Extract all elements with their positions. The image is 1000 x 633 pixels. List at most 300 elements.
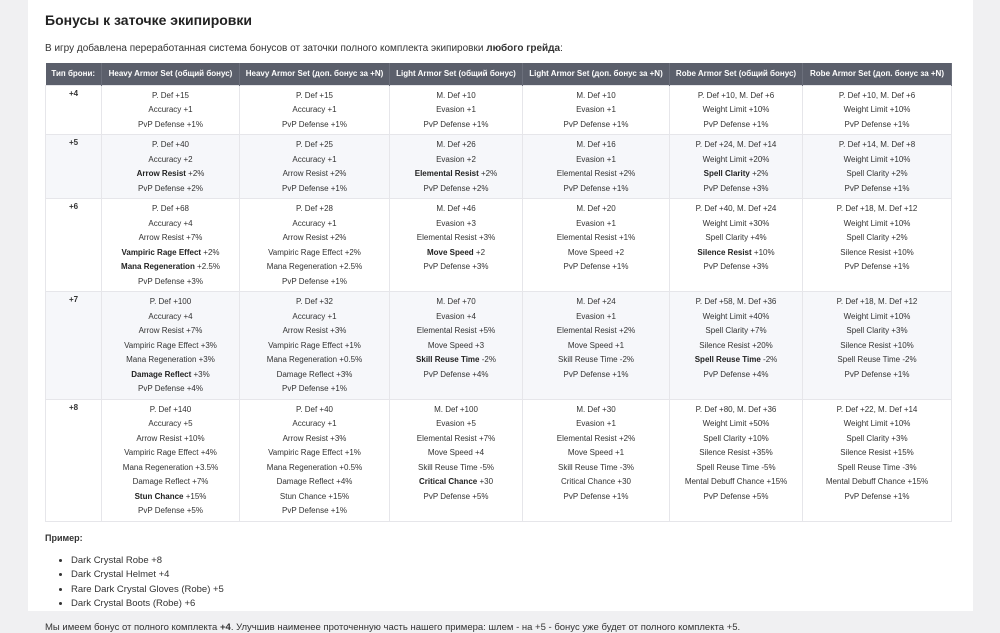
bonus-highlight: Silence Resist (697, 247, 752, 257)
bonus-text: Weight Limit +10% (843, 105, 911, 114)
bonus-text: P. Def +40, M. Def +24 (695, 204, 777, 213)
bonus-text: Evasion +2 (436, 154, 476, 164)
bonus-line (104, 118, 237, 133)
bonus-line (525, 118, 667, 133)
bonus-text: Weight Limit +10% (702, 105, 770, 114)
bonus-line (104, 260, 237, 275)
bonus-line (242, 368, 387, 383)
bonus-line (525, 490, 667, 505)
bonus-text: P. Def +68 (152, 204, 189, 213)
bonus-line (672, 246, 800, 261)
bonus-text: Silence Resist +10% (840, 340, 914, 350)
bonus-line (672, 103, 800, 118)
bonus-line (672, 260, 800, 275)
bonus-text: PvP Defense +5% (703, 491, 769, 501)
bonus-line (104, 324, 237, 339)
bonus-line (805, 138, 949, 153)
bonus-line (392, 353, 520, 368)
bonus-line (805, 246, 949, 261)
bonus-text: Silence Resist +15% (840, 448, 914, 457)
bonus-text: Move Speed +1 (567, 448, 625, 457)
bonus-line (672, 138, 800, 153)
bonus-line (242, 504, 387, 519)
bonus-highlight: Move Speed (426, 247, 474, 257)
bonus-line (104, 353, 237, 368)
example-title: Пример: (45, 532, 83, 543)
bonus-line (805, 153, 949, 168)
bonus-text: Weight Limit +10% (843, 218, 911, 228)
bonus-line (525, 153, 667, 168)
bonus-line (525, 324, 667, 339)
bonus-text: Silence Resist +35% (699, 448, 773, 457)
bonus-text: PvP Defense +3% (703, 262, 769, 271)
bonus-line (242, 461, 387, 476)
bonus-cell (102, 85, 240, 135)
bonus-text: PvP Defense +1% (563, 119, 629, 129)
bonus-text: Accuracy +5 (148, 419, 193, 428)
outro-bold: +4 (219, 621, 231, 633)
example-list (45, 554, 956, 612)
bonus-line (525, 260, 667, 275)
bonus-line (392, 103, 520, 118)
bonus-line (392, 246, 520, 261)
bonus-line (525, 339, 667, 354)
bonus-text: PvP Defense +1% (563, 369, 629, 379)
bonus-text: Evasion +3 (436, 218, 476, 228)
bonus-cell (523, 199, 670, 292)
bonus-cell (240, 85, 390, 135)
outro-after: . Улучшив наименее проточенную часть нашего примера: шлем - на +5 - бонус уже будет от полного комплекта +5. (230, 621, 741, 633)
bonus-text: +15% (183, 491, 207, 501)
bonus-text: Arrow Resist +3% (282, 433, 347, 443)
bonus-line (104, 182, 237, 197)
bonus-text: Mana Regeneration +0.5% (266, 462, 363, 472)
bonus-text: PvP Defense +1% (563, 183, 629, 193)
bonus-line (525, 231, 667, 246)
bonus-line (805, 403, 949, 418)
bonus-text: Arrow Resist +3% (282, 326, 347, 335)
bonus-cell (240, 135, 390, 199)
bonus-text: Weight Limit +10% (843, 311, 911, 321)
bonus-text: +2.5% (194, 262, 220, 271)
bonus-text: PvP Defense +1% (281, 506, 347, 515)
bonus-cell (670, 292, 803, 400)
bonus-text: P. Def +58, M. Def +36 (695, 297, 777, 306)
bonus-line (392, 202, 520, 217)
bonus-text: Move Speed +2 (567, 247, 625, 257)
bonus-text: Evasion +5 (436, 419, 476, 428)
list-item: • Dark Crystal Helmet +4 (71, 568, 956, 583)
table-row (46, 292, 952, 400)
outro-before: Мы имеем бонус от полного комплекта (45, 621, 220, 633)
bonus-line (672, 153, 800, 168)
bonus-line (805, 231, 949, 246)
bonus-text: Spell Reuse Time -2% (837, 355, 917, 364)
bonus-line (525, 368, 667, 383)
bonus-line (805, 446, 949, 461)
bonus-line (672, 461, 800, 476)
bonus-line (242, 138, 387, 153)
bonus-text: Elemental Resist +2% (556, 433, 636, 443)
bonus-line (392, 231, 520, 246)
bonus-text: PvP Defense +1% (844, 369, 910, 379)
bonus-text: Elemental Resist +1% (556, 233, 636, 242)
bonus-line (805, 490, 949, 505)
bonus-text: P. Def +10, M. Def +6 (697, 90, 775, 100)
bonus-line (104, 432, 237, 447)
bonus-text: +2 (473, 247, 486, 257)
bonus-text: PvP Defense +5% (137, 506, 203, 515)
enchant-level: +5 (46, 135, 102, 199)
bonus-line (104, 339, 237, 354)
bonus-line (242, 446, 387, 461)
bonus-text: Spell Clarity +4% (705, 233, 767, 242)
bonus-text: Accuracy +1 (292, 105, 337, 114)
scrollbar[interactable] (988, 0, 1000, 611)
bonus-line (104, 310, 237, 325)
list-item: • Dark Crystal Boots (Robe) +6 (71, 597, 956, 612)
bonus-line (672, 403, 800, 418)
bonus-text: Arrow Resist +7% (138, 326, 203, 335)
bonus-text: Spell Clarity +3% (846, 433, 908, 443)
bonus-line (392, 217, 520, 232)
bonus-text: PvP Defense +5% (423, 491, 489, 501)
bonus-line (672, 182, 800, 197)
bonus-text: P. Def +32 (296, 297, 333, 306)
bonus-text: Damage Reflect +4% (276, 477, 353, 486)
table-header-row (46, 63, 952, 85)
bonus-line (525, 475, 667, 490)
bonus-text: Critical Chance +30 (560, 477, 632, 486)
table-row (46, 399, 952, 521)
bonus-line (805, 461, 949, 476)
bonus-line (805, 295, 949, 310)
bonus-line (805, 182, 949, 197)
bonus-text: Spell Reuse Time -5% (696, 462, 776, 472)
bonus-text: Elemental Resist +2% (556, 169, 636, 178)
bonus-table (45, 63, 952, 522)
enchant-level: +4 (46, 85, 102, 135)
bonus-text: Mana Regeneration +0.5% (266, 355, 363, 364)
bonus-text: Vampiric Rage Effect +1% (268, 340, 361, 350)
bonus-cell (390, 85, 523, 135)
bonus-line (672, 339, 800, 354)
bonus-text: PvP Defense +4% (423, 369, 489, 379)
bonus-text: Weight Limit +10% (843, 419, 911, 428)
bonus-line (525, 202, 667, 217)
bonus-cell (390, 399, 523, 521)
bonus-line (672, 353, 800, 368)
bonus-text: M. Def +24 (576, 297, 616, 306)
bonus-line (805, 103, 949, 118)
outro-text (45, 622, 956, 633)
bonus-text: PvP Defense +1% (563, 262, 629, 271)
bonus-text: Elemental Resist +2% (556, 326, 636, 335)
bonus-cell (803, 199, 952, 292)
bonus-line (242, 275, 387, 290)
bonus-line (525, 295, 667, 310)
bonus-text: Vampiric Rage Effect +2% (268, 247, 361, 257)
bonus-line (805, 202, 949, 217)
bonus-text: +2% (749, 169, 769, 178)
bonus-line (525, 310, 667, 325)
bonus-line (392, 295, 520, 310)
bonus-line (805, 324, 949, 339)
bonus-text: Accuracy +1 (148, 105, 193, 114)
bonus-line (242, 417, 387, 432)
bonus-line (805, 217, 949, 232)
bonus-line (525, 89, 667, 104)
bonus-text: PvP Defense +1% (281, 384, 347, 393)
bonus-text: +3% (191, 369, 210, 379)
bonus-line (242, 182, 387, 197)
bonus-line (242, 231, 387, 246)
bonus-text: +2% (478, 169, 498, 178)
list-item: • Rare Dark Crystal Gloves (Robe) +5 (71, 583, 956, 598)
bonus-line (805, 260, 949, 275)
bonus-line (104, 461, 237, 476)
bonus-line (525, 167, 667, 182)
bonus-line (104, 417, 237, 432)
bonus-line (242, 89, 387, 104)
bonus-line (525, 246, 667, 261)
bonus-text: Arrow Resist +10% (136, 433, 205, 443)
bonus-text: Move Speed +4 (427, 448, 485, 457)
bonus-line (672, 231, 800, 246)
bonus-cell (523, 399, 670, 521)
bonus-text: Arrow Resist +2% (282, 233, 347, 242)
header-robe-common: Robe Armor Set (общий бонус) (670, 63, 803, 85)
bonus-text: Arrow Resist +7% (138, 233, 203, 242)
bonus-text: Spell Clarity +3% (846, 326, 908, 335)
bonus-text: Vampiric Rage Effect +4% (124, 448, 217, 457)
bonus-text: Stun Chance +15% (279, 491, 350, 501)
bonus-text: Spell Clarity +2% (846, 233, 908, 242)
bonus-text: Evasion +1 (576, 154, 616, 164)
bonus-text: PvP Defense +1% (563, 491, 629, 501)
bonus-line (242, 339, 387, 354)
header-armor-type: Тип брони: (46, 63, 102, 85)
bonus-text: Elemental Resist +5% (416, 326, 496, 335)
bonus-text: PvP Defense +1% (844, 491, 910, 501)
bonus-text: PvP Defense +4% (703, 369, 769, 379)
bonus-line (392, 446, 520, 461)
bonus-line (242, 167, 387, 182)
bonus-line (392, 417, 520, 432)
bonus-line (242, 260, 387, 275)
bonus-text: M. Def +26 (436, 140, 476, 149)
bonus-text: PvP Defense +2% (137, 183, 203, 193)
bonus-text: M. Def +100 (434, 404, 478, 414)
bonus-cell (523, 85, 670, 135)
bonus-line (672, 118, 800, 133)
bonus-cell (803, 399, 952, 521)
bonus-line (242, 490, 387, 505)
bonus-line (392, 339, 520, 354)
bonus-text: Evasion +4 (436, 311, 476, 321)
bonus-text: Weight Limit +30% (702, 218, 770, 228)
bonus-cell (390, 199, 523, 292)
bonus-text: Elemental Resist +3% (416, 233, 496, 242)
bonus-text: P. Def +80, M. Def +36 (695, 404, 777, 414)
intro-after: : (560, 43, 563, 54)
bonus-text: PvP Defense +4% (137, 384, 203, 393)
bonus-line (104, 403, 237, 418)
bonus-text: M. Def +70 (436, 297, 476, 306)
bonus-text: Accuracy +1 (292, 419, 337, 428)
bonus-text: Accuracy +4 (148, 311, 193, 321)
bonus-line (805, 417, 949, 432)
bonus-text: PvP Defense +1% (281, 276, 347, 286)
table-row (46, 199, 952, 292)
bonus-text: Vampiric Rage Effect +1% (268, 448, 361, 457)
article (28, 0, 973, 633)
bonus-text: Spell Clarity +7% (705, 326, 767, 335)
bonus-line (104, 103, 237, 118)
bonus-line (805, 432, 949, 447)
bonus-line (525, 103, 667, 118)
bonus-cell (390, 135, 523, 199)
bonus-cell (523, 292, 670, 400)
bonus-text: Mana Regeneration +3.5% (122, 462, 219, 472)
bonus-line (805, 167, 949, 182)
bonus-line (805, 118, 949, 133)
bonus-line (104, 231, 237, 246)
bonus-cell (240, 399, 390, 521)
bonus-text: +2% (201, 247, 220, 257)
bonus-text: PvP Defense +3% (137, 276, 203, 286)
bonus-text: P. Def +100 (149, 297, 192, 306)
bonus-line (104, 217, 237, 232)
bonus-text: P. Def +22, M. Def +14 (836, 404, 918, 414)
intro-text (45, 43, 956, 54)
header-light-common: Light Armor Set (общий бонус) (390, 63, 523, 85)
bonus-line (104, 446, 237, 461)
bonus-text: Mana Regeneration +3% (126, 355, 215, 364)
bonus-text: PvP Defense +1% (844, 183, 910, 193)
bonus-text: PvP Defense +1% (137, 119, 203, 129)
bonus-text: Weight Limit +50% (702, 419, 770, 428)
bonus-line (104, 167, 237, 182)
bonus-text: +2% (185, 169, 205, 178)
bonus-text: Spell Reuse Time -3% (837, 462, 917, 472)
bonus-text: Skill Reuse Time -5% (417, 462, 495, 472)
bonus-line (104, 295, 237, 310)
bonus-line (525, 432, 667, 447)
bonus-cell (102, 399, 240, 521)
bonus-text: PvP Defense +1% (281, 183, 347, 193)
bonus-line (242, 310, 387, 325)
bonus-highlight: Arrow Resist (136, 169, 186, 178)
bonus-line (805, 353, 949, 368)
bonus-text: PvP Defense +3% (703, 183, 769, 193)
table-row (46, 85, 952, 135)
bonus-cell (803, 85, 952, 135)
bonus-line (392, 475, 520, 490)
bonus-line (104, 202, 237, 217)
intro-before: В игру добавлена переработанная система бонусов от заточки полного комплекта экипировки (45, 43, 487, 54)
bonus-line (525, 446, 667, 461)
bonus-line (242, 382, 387, 397)
bonus-line (104, 89, 237, 104)
bonus-line (104, 246, 237, 261)
bonus-line (242, 202, 387, 217)
bonus-cell (803, 135, 952, 199)
bonus-text: P. Def +15 (296, 90, 333, 100)
bonus-line (672, 490, 800, 505)
bonus-line (392, 490, 520, 505)
bonus-line (104, 490, 237, 505)
bonus-text: Accuracy +1 (292, 154, 337, 164)
bonus-cell (670, 199, 803, 292)
bonus-text: M. Def +46 (436, 204, 476, 213)
bonus-text: Accuracy +4 (148, 218, 193, 228)
bonus-cell (240, 292, 390, 400)
bonus-line (525, 417, 667, 432)
bonus-text: Evasion +1 (576, 218, 616, 228)
header-light-extra: Light Armor Set (доп. бонус за +N) (523, 63, 670, 85)
bonus-line (392, 182, 520, 197)
bonus-text: +30 (477, 477, 494, 486)
bonus-text: Evasion +1 (576, 311, 616, 321)
bonus-text: M. Def +30 (576, 404, 616, 414)
bonus-line (242, 324, 387, 339)
bonus-text: Accuracy +1 (292, 218, 337, 228)
bonus-text: M. Def +20 (576, 204, 616, 213)
bonus-line (672, 295, 800, 310)
bonus-highlight: Mana Regeneration (121, 262, 195, 271)
bonus-cell (240, 199, 390, 292)
bonus-line (104, 368, 237, 383)
bonus-text: M. Def +10 (576, 90, 616, 100)
page-title: Бонусы к заточке экипировки (45, 12, 253, 28)
bonus-highlight: Damage Reflect (131, 369, 192, 379)
bonus-cell (670, 399, 803, 521)
bonus-cell (102, 199, 240, 292)
bonus-text: PvP Defense +1% (703, 119, 769, 129)
bonus-line (392, 368, 520, 383)
bonus-cell (670, 85, 803, 135)
bonus-text: Evasion +1 (576, 105, 616, 114)
bonus-cell (390, 292, 523, 400)
bonus-line (805, 89, 949, 104)
bonus-line (672, 202, 800, 217)
bonus-line (242, 353, 387, 368)
bonus-highlight: Stun Chance (134, 491, 184, 501)
bonus-text: PvP Defense +3% (423, 262, 489, 271)
bonus-highlight: Elemental Resist (414, 169, 479, 178)
bonus-text: M. Def +16 (576, 140, 616, 149)
bonus-text: P. Def +14, M. Def +8 (838, 140, 916, 149)
bonus-line (525, 461, 667, 476)
bonus-line (242, 217, 387, 232)
bonus-line (242, 153, 387, 168)
bonus-text: P. Def +24, M. Def +14 (695, 140, 777, 149)
bonus-line (242, 103, 387, 118)
header-heavy-common: Heavy Armor Set (общий бонус) (102, 63, 240, 85)
bonus-line (104, 382, 237, 397)
bonus-line (525, 182, 667, 197)
bonus-text: -2% (479, 355, 496, 364)
bonus-line (392, 310, 520, 325)
bonus-text: M. Def +10 (436, 90, 476, 100)
bonus-text: PvP Defense +1% (844, 262, 910, 271)
bonus-line (672, 217, 800, 232)
bonus-text: P. Def +15 (152, 90, 189, 100)
bonus-text: Skill Reuse Time -2% (557, 355, 635, 364)
bonus-text: PvP Defense +1% (844, 119, 910, 129)
bonus-text: Evasion +1 (436, 105, 476, 114)
